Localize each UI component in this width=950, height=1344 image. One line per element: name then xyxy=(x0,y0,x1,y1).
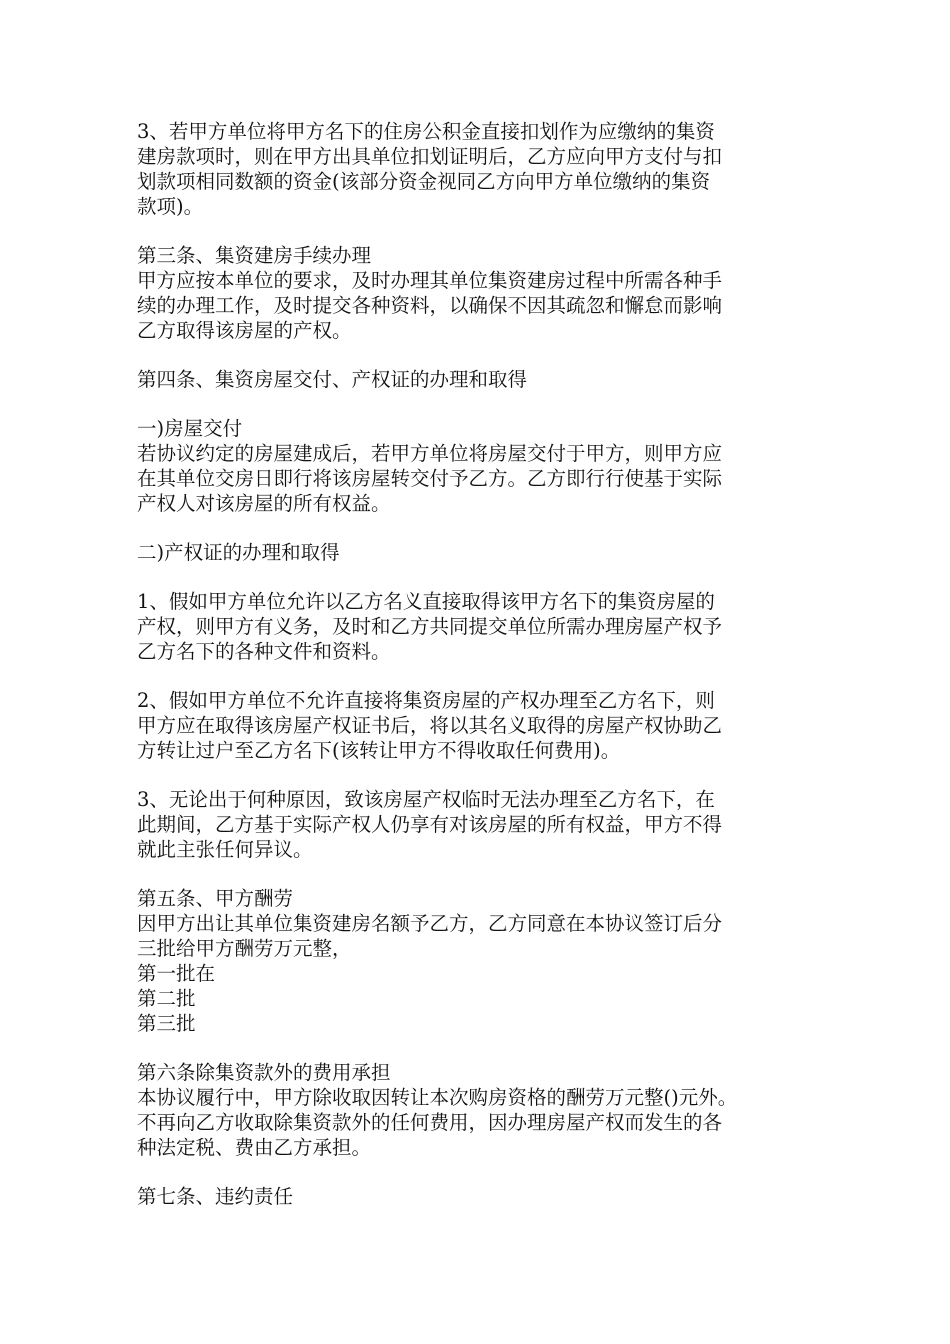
text-line: 乙方名下的各种文件和资料。 xyxy=(137,640,391,663)
article-heading: 第三条、集资建房手续办理 xyxy=(137,244,372,267)
text-line: 款项)。 xyxy=(137,195,204,218)
subsection-property-certificate xyxy=(137,540,837,565)
text-line: 3、若甲方单位将甲方名下的住房公积金直接扣划作为应缴纳的集资 xyxy=(137,120,715,143)
article-heading: 第四条、集资房屋交付、产权证的办理和取得 xyxy=(137,368,528,391)
subsection-heading: 一)房屋交付 xyxy=(137,417,243,440)
text-line: 第三批 xyxy=(137,1012,196,1035)
text-line: 在其单位交房日即行将该房屋转交付予乙方。乙方即行行使基于实际 xyxy=(137,467,723,490)
text-line: 3、无论出于何种原因，致该房屋产权临时无法办理至乙方名下，在 xyxy=(137,788,715,811)
text-line: 第一批在 xyxy=(137,962,216,985)
paragraph-gap xyxy=(137,392,837,416)
document-page xyxy=(137,119,837,1209)
paragraph-clause-3-fund-deduction xyxy=(137,119,837,219)
text-line: 种法定税、费由乙方承担。 xyxy=(137,1136,372,1159)
paragraph-clause-3 xyxy=(137,787,837,862)
paragraph-clause-1 xyxy=(137,589,837,664)
section-article-4 xyxy=(137,367,837,392)
text-line: 乙方取得该房屋的产权。 xyxy=(137,319,352,342)
paragraph-gap xyxy=(137,763,837,787)
paragraph-gap xyxy=(137,219,837,243)
paragraph-gap xyxy=(137,1036,837,1060)
paragraph-gap xyxy=(137,862,837,886)
subsection-house-delivery xyxy=(137,416,837,516)
text-line: 若协议约定的房屋建成后，若甲方单位将房屋交付于甲方，则甲方应 xyxy=(137,442,723,465)
article-heading: 第六条除集资款外的费用承担 xyxy=(137,1061,391,1084)
paragraph-clause-2 xyxy=(137,688,837,763)
section-article-7 xyxy=(137,1184,837,1209)
text-line: 划款项相同数额的资金(该部分资金视同乙方向甲方单位缴纳的集资 xyxy=(137,170,711,193)
paragraph-gap xyxy=(137,1160,837,1184)
subsection-heading: 二)产权证的办理和取得 xyxy=(137,541,340,564)
text-line: 建房款项时，则在甲方出具单位扣划证明后，乙方应向甲方支付与扣 xyxy=(137,145,723,168)
text-line: 甲方应按本单位的要求，及时办理其单位集资建房过程中所需各种手 xyxy=(137,269,723,292)
text-line: 产权，则甲方有义务，及时和乙方共同提交单位所需办理房屋产权予 xyxy=(137,615,723,638)
text-line: 第二批 xyxy=(137,987,196,1010)
text-line: 方转让过户至乙方名下(该转让甲方不得收取任何费用)。 xyxy=(137,739,621,762)
text-line: 甲方应在取得该房屋产权证书后，将以其名义取得的房屋产权协助乙 xyxy=(137,714,723,737)
article-heading: 第五条、甲方酬劳 xyxy=(137,887,294,910)
text-line: 本协议履行中，甲方除收取因转让本次购房资格的酬劳万元整()元外。 xyxy=(137,1086,738,1109)
section-article-6 xyxy=(137,1060,837,1160)
section-article-5 xyxy=(137,886,837,1036)
article-heading: 第七条、违约责任 xyxy=(137,1185,294,1208)
text-line: 1、假如甲方单位允许以乙方名义直接取得该甲方名下的集资房屋的 xyxy=(137,590,715,613)
text-line: 此期间，乙方基于实际产权人仍享有对该房屋的所有权益，甲方不得 xyxy=(137,813,723,836)
text-line: 因甲方出让其单位集资建房名额予乙方，乙方同意在本协议签订后分 xyxy=(137,912,723,935)
paragraph-gap xyxy=(137,516,837,540)
text-line: 三批给甲方酬劳万元整， xyxy=(137,937,352,960)
text-line: 续的办理工作，及时提交各种资料，以确保不因其疏忽和懈怠而影响 xyxy=(137,294,723,317)
paragraph-gap xyxy=(137,664,837,688)
text-line: 产权人对该房屋的所有权益。 xyxy=(137,492,391,515)
section-article-3 xyxy=(137,243,837,343)
paragraph-gap xyxy=(137,565,837,589)
text-line: 就此主张任何异议。 xyxy=(137,838,313,861)
paragraph-gap xyxy=(137,343,837,367)
text-line: 不再向乙方收取除集资款外的任何费用，因办理房屋产权而发生的各 xyxy=(137,1111,723,1134)
text-line: 2、假如甲方单位不允许直接将集资房屋的产权办理至乙方名下，则 xyxy=(137,689,715,712)
